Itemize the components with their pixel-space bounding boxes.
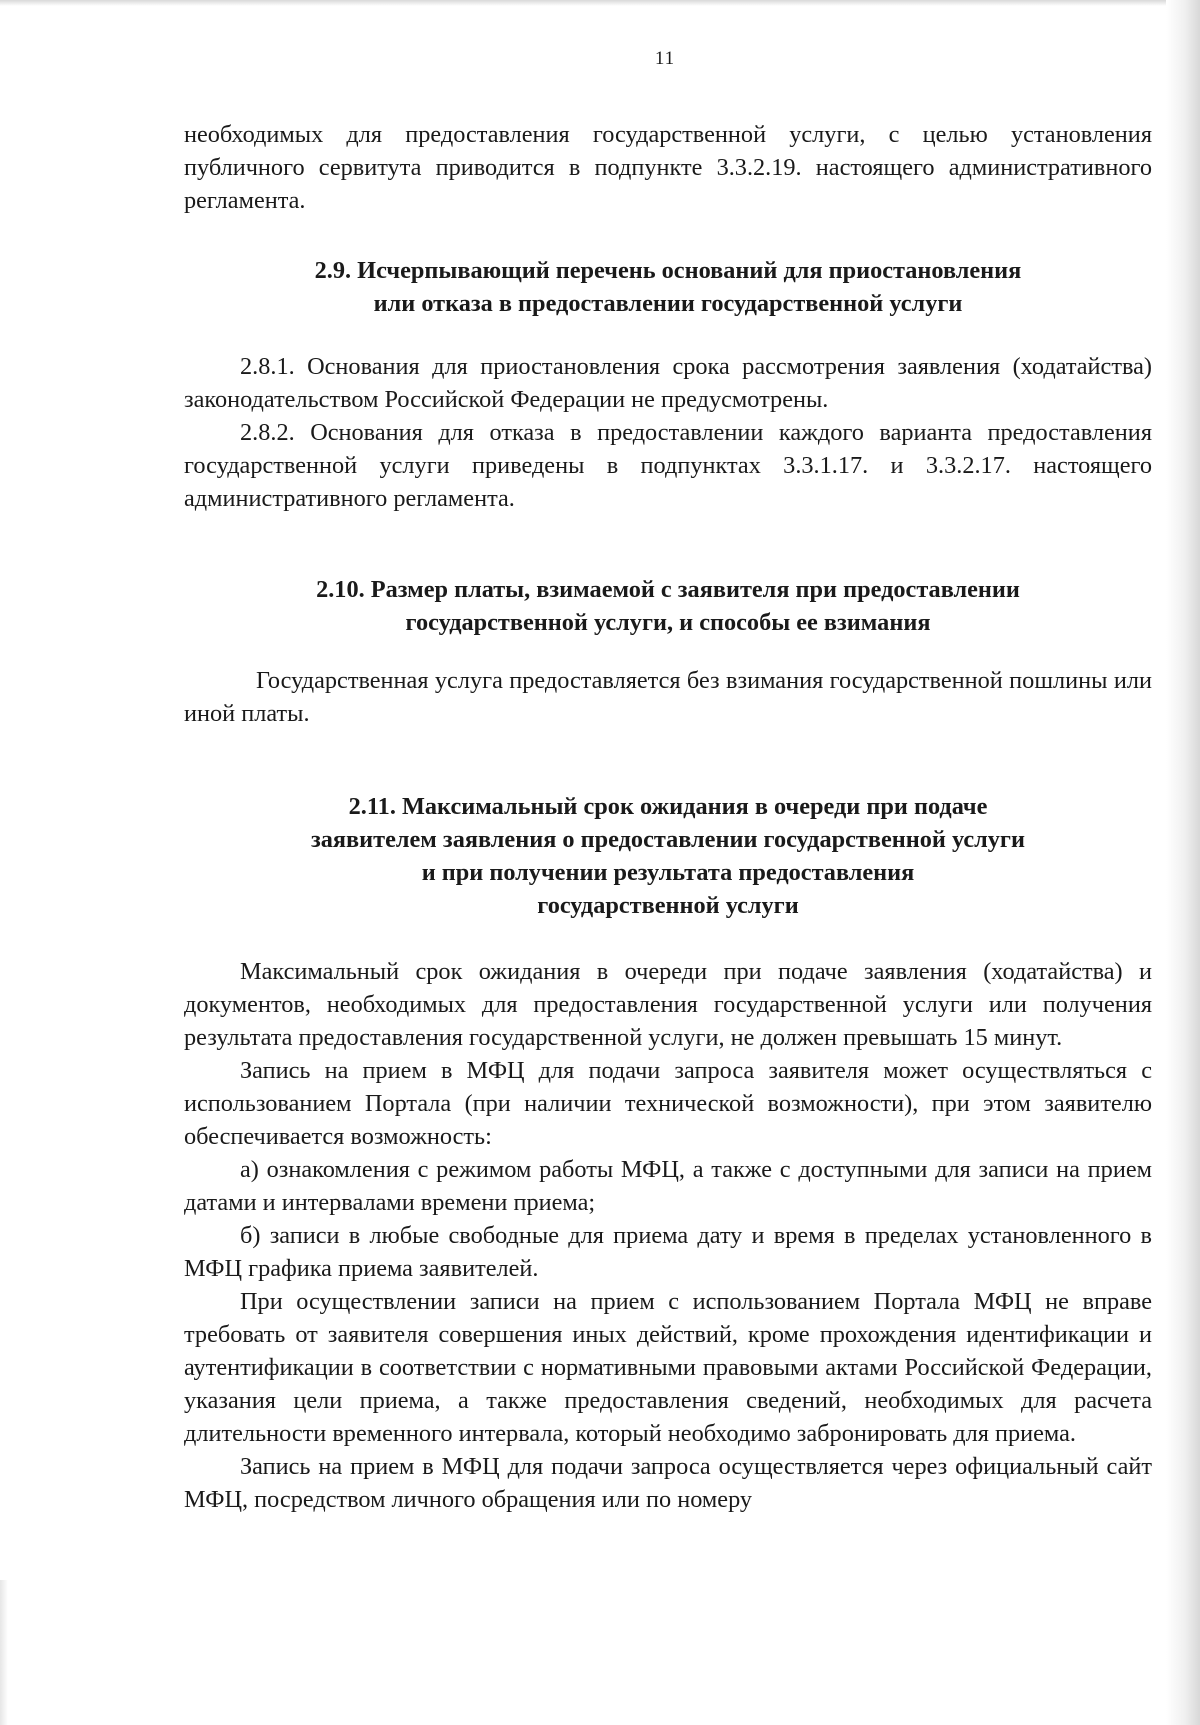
section-2-11-paragraph-5: При осуществлении записи на прием с использованием Портала МФЦ не вправе требовать от заявителя совершения иных действий, кроме прохождения идентификации и аутентификации в соответствии с нормативными правовыми актами Российской Федерации, указания цели приема, а также предоставления сведений, необходимых для расчета длительности временного интервала, который необходимо забронировать для приема. — [184, 1288, 1152, 1447]
scan-edge-top — [0, 0, 1200, 6]
page-number: 11 — [654, 48, 676, 69]
scan-edge-right — [1166, 0, 1200, 1725]
intro-paragraph: необходимых для предоставления государственной услуги, с целью установления публичного сервитута приводится в подпункте 3.3.2.19. настоящего административного регламента. — [184, 121, 1152, 214]
section-2-11-heading-line2: заявителем заявления о предоставлении государственной услуги — [311, 826, 1025, 853]
section-2-9-heading-line2: или отказа в предоставлении государственной услуги — [373, 290, 963, 317]
section-2-11-heading — [184, 790, 1152, 922]
section-2-11-paragraph-6: Запись на прием в МФЦ для подачи запроса осуществляется через официальный сайт МФЦ, посредством личного обращения или по номеру — [184, 1453, 1152, 1513]
section-2-9-paragraph-2: 2.8.2. Основания для отказа в предоставлении каждого варианта предоставления государственной услуги приведены в подпунктах 3.3.1.17. и 3.3.2.17. настоящего административного регламента. — [184, 419, 1152, 512]
section-2-10-heading-line2: государственной услуги, и способы ее взимания — [405, 609, 931, 636]
section-2-10-heading-line1: 2.10. Размер платы, взимаемой с заявителя при предоставлении — [316, 576, 1020, 603]
section-2-11-paragraph-1: Максимальный срок ожидания в очереди при подаче заявления (ходатайства) и документов, необходимых для предоставления государственной услуги или получения результата предоставления государственной услуги, не должен превышать 15 минут. — [184, 958, 1152, 1051]
section-2-10-heading — [184, 573, 1152, 639]
section-2-11-heading-line1: 2.11. Максимальный срок ожидания в очереди при подаче — [348, 793, 988, 820]
section-2-11-paragraph-2: Запись на прием в МФЦ для подачи запроса заявителя может осуществляться с использованием Портала (при наличии технической возможности), при этом заявителю обеспечивается возможность: — [184, 1057, 1152, 1150]
document-body — [184, 118, 1152, 1516]
section-2-11-heading-line3: и при получении результата предоставления — [421, 859, 915, 886]
section-2-11-paragraph-3: а) ознакомления с режимом работы МФЦ, а также с доступными для записи на прием датами и интервалами времени приема; — [184, 1156, 1152, 1216]
scan-edge-left — [0, 1580, 8, 1725]
section-2-9-heading-line1: 2.9. Исчерпывающий перечень оснований для приостановления — [314, 257, 1022, 284]
section-2-10-paragraph-1: Государственная услуга предоставляется без взимания государственной пошлины или иной платы. — [184, 667, 1152, 727]
section-2-9-paragraph-1: 2.8.1. Основания для приостановления срока рассмотрения заявления (ходатайства) законодательством Российской Федерации не предусмотрены. — [184, 353, 1152, 413]
section-2-11-heading-line4: государственной услуги — [537, 892, 799, 919]
section-2-9-heading — [184, 254, 1152, 320]
section-2-11-paragraph-4: б) записи в любые свободные для приема дату и время в пределах установленного в МФЦ графика приема заявителей. — [184, 1222, 1152, 1282]
